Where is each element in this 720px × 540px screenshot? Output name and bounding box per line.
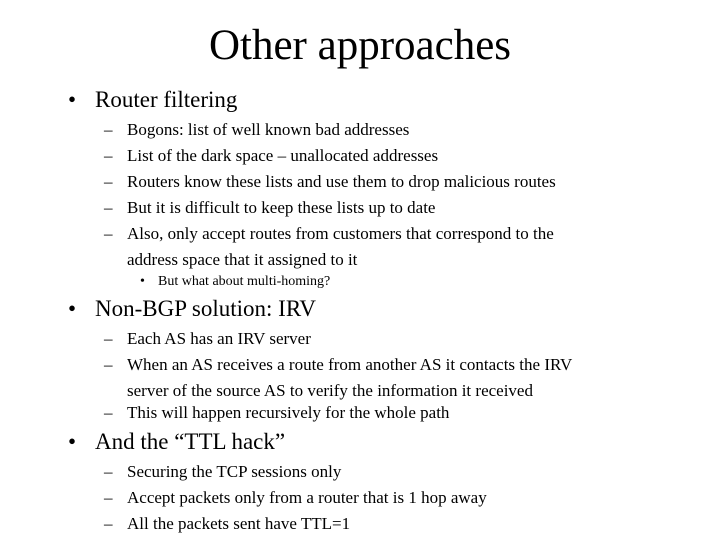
dash-icon: – bbox=[104, 146, 113, 165]
list-item-continuation: server of the source AS to verify the information it received bbox=[127, 381, 533, 400]
list-item-text: This will happen recursively for the whole path bbox=[127, 403, 450, 422]
section-heading-text: And the “TTL hack” bbox=[95, 429, 286, 454]
sub-list-item-text: But what about multi-homing? bbox=[158, 274, 331, 289]
dash-icon: – bbox=[104, 462, 113, 481]
bullet-icon: • bbox=[68, 296, 77, 321]
list-item-text: Routers know these lists and use them to drop malicious routes bbox=[127, 172, 556, 191]
list-item-text: Each AS has an IRV server bbox=[127, 329, 311, 348]
bullet-icon: • bbox=[68, 87, 77, 112]
section-heading-text: Non-BGP solution: IRV bbox=[95, 296, 316, 321]
dash-icon: – bbox=[104, 329, 113, 348]
dash-icon: – bbox=[104, 488, 113, 507]
list-item-text: Bogons: list of well known bad addresses bbox=[127, 120, 410, 139]
dash-icon: – bbox=[104, 403, 113, 422]
list-item-continuation: address space that it assigned to it bbox=[127, 250, 358, 269]
dash-icon: – bbox=[104, 224, 113, 243]
list-item-text: Accept packets only from a router that is 1 hop away bbox=[127, 488, 487, 507]
slide-title: Other approaches bbox=[208, 22, 512, 69]
list-item-text: All the packets sent have TTL=1 bbox=[127, 514, 351, 533]
list-item-text: But it is difficult to keep these lists up to date bbox=[127, 198, 436, 217]
list-item-line: When an AS receives a route from another AS it contacts the IRV bbox=[127, 355, 573, 374]
dash-icon: – bbox=[104, 120, 113, 139]
dash-icon: – bbox=[104, 198, 113, 217]
bullet-icon: • bbox=[140, 274, 145, 289]
dash-icon: – bbox=[104, 514, 113, 533]
section-heading-text: Router filtering bbox=[95, 87, 238, 112]
dash-icon: – bbox=[104, 172, 113, 191]
list-item-text: Securing the TCP sessions only bbox=[127, 462, 342, 481]
list-item-line: Also, only accept routes from customers that correspond to the bbox=[127, 224, 554, 243]
list-item-text bbox=[127, 352, 572, 404]
bullet-icon: • bbox=[68, 429, 77, 454]
list-item-text: List of the dark space – unallocated addresses bbox=[127, 146, 439, 165]
dash-icon: – bbox=[104, 355, 113, 374]
list-item-text bbox=[127, 221, 554, 273]
